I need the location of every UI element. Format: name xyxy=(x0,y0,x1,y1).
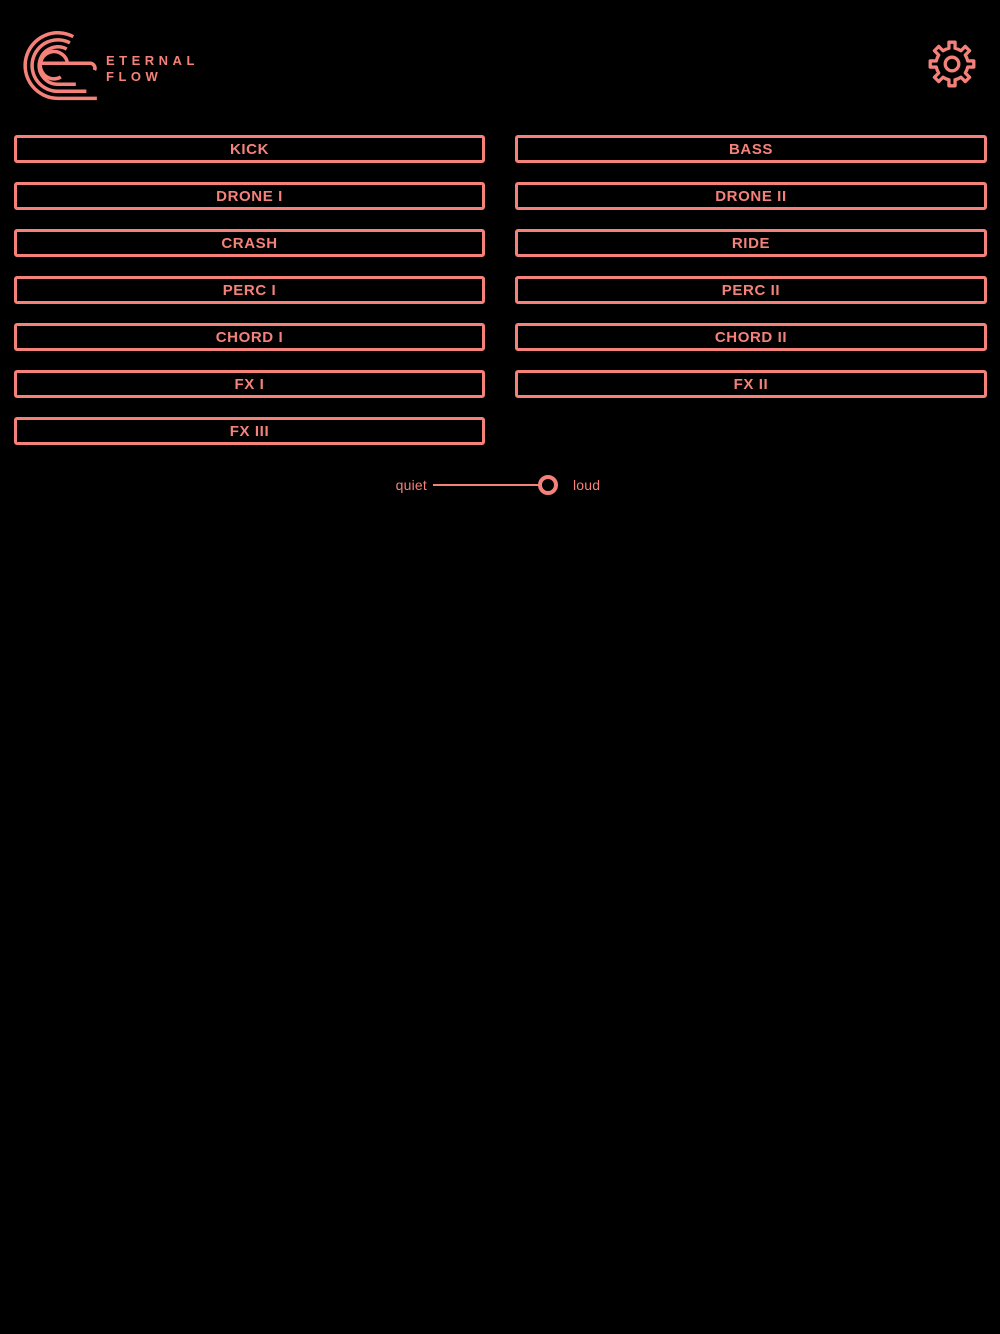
volume-slider-track[interactable] xyxy=(433,484,545,486)
button-kick[interactable]: KICK xyxy=(14,135,485,163)
slider-max-label: loud xyxy=(573,477,601,493)
button-perc-2[interactable]: PERC II xyxy=(515,276,987,304)
button-fx-1[interactable]: FX I xyxy=(14,370,485,398)
brand-line-2: FLOW xyxy=(106,69,163,84)
slider-min-label: quiet xyxy=(395,477,427,493)
volume-slider xyxy=(0,470,1000,500)
button-drone-1[interactable]: DRONE I xyxy=(14,182,485,210)
track-column-right xyxy=(515,135,987,398)
gear-icon xyxy=(924,36,980,92)
button-ride[interactable]: RIDE xyxy=(515,229,987,257)
track-column-left xyxy=(14,135,485,445)
button-fx-2[interactable]: FX II xyxy=(515,370,987,398)
button-chord-2[interactable]: CHORD II xyxy=(515,323,987,351)
button-drone-2[interactable]: DRONE II xyxy=(515,182,987,210)
settings-button[interactable] xyxy=(924,36,980,92)
button-chord-1[interactable]: CHORD I xyxy=(14,323,485,351)
button-fx-3[interactable]: FX III xyxy=(14,417,485,445)
brand-wordmark xyxy=(106,53,199,85)
brand-line-1: ETERNAL xyxy=(106,53,199,68)
volume-slider-knob[interactable] xyxy=(538,475,558,495)
button-crash[interactable]: CRASH xyxy=(14,229,485,257)
eternal-flow-logo-icon xyxy=(22,25,100,103)
button-bass[interactable]: BASS xyxy=(515,135,987,163)
button-perc-1[interactable]: PERC I xyxy=(14,276,485,304)
